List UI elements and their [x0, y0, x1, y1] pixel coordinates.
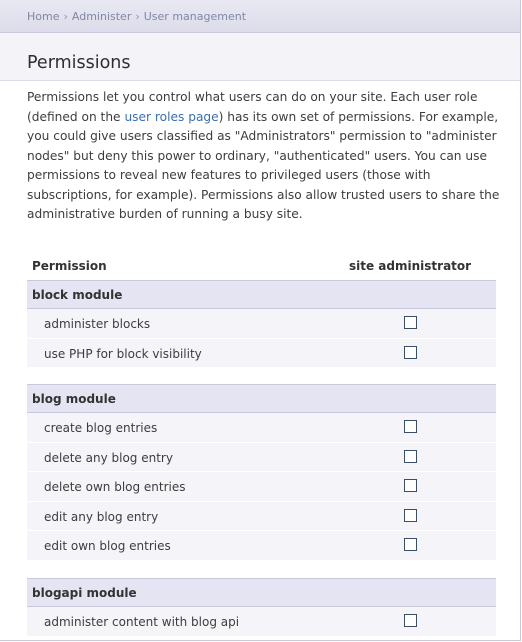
permission-group-blog — [27, 384, 496, 561]
permission-group-block — [27, 280, 496, 368]
permission-label: administer blocks — [44, 317, 151, 331]
permission-row — [27, 502, 496, 532]
permissions-table-header — [27, 259, 496, 275]
group-header: blogapi module — [27, 578, 496, 607]
permission-row — [27, 531, 496, 561]
permission-label: create blog entries — [44, 421, 158, 435]
permission-row — [27, 309, 496, 339]
permission-group-blogapi — [27, 578, 496, 637]
breadcrumb-administer-link[interactable]: Administer — [71, 10, 132, 23]
breadcrumb-home-link[interactable]: Home — [27, 10, 60, 23]
intro-text-part: ) has its own set of permissions. For example, you could give users classified as "Administrators" permission to "administer nodes" but deny this power to ordinary, "authenticated" users. You can use permissions to reveal new features to privileged users (those with subscriptions, for example). Permissions also allow trusted users to share the administrative burden of running a busy site. — [27, 109, 500, 221]
permission-label: delete own blog entries — [44, 480, 186, 494]
permission-row — [27, 413, 496, 443]
permission-checkbox[interactable] — [404, 509, 417, 522]
user-roles-page-link[interactable]: user roles page — [124, 109, 219, 124]
permission-checkbox[interactable] — [404, 450, 417, 463]
permission-label: edit any blog entry — [44, 509, 159, 524]
breadcrumb — [27, 10, 246, 23]
page-title: Permissions — [27, 53, 131, 73]
permission-checkbox[interactable] — [404, 346, 417, 359]
permission-checkbox[interactable] — [404, 614, 417, 627]
intro-text-part: Permissions let you control what users can do on your site. Each user role (defined on the — [27, 90, 478, 124]
breadcrumb-separator: › — [63, 10, 68, 23]
permission-row — [27, 339, 496, 369]
permission-checkbox[interactable] — [404, 316, 417, 329]
permission-label: administer content with blog api — [44, 615, 240, 629]
group-header: blog module — [27, 384, 496, 413]
permission-checkbox[interactable] — [404, 538, 417, 551]
permission-label: use PHP for block visibility — [44, 346, 202, 361]
breadcrumb-separator: › — [135, 10, 140, 23]
permission-row — [27, 472, 496, 502]
permission-label: edit own blog entries — [44, 539, 171, 553]
breadcrumb-user-management-link[interactable]: User management — [143, 10, 247, 23]
group-header: block module — [27, 280, 496, 309]
intro-text — [27, 88, 507, 225]
permission-row — [27, 443, 496, 473]
permission-row — [27, 607, 496, 637]
permission-checkbox[interactable] — [404, 420, 417, 433]
permission-checkbox[interactable] — [404, 479, 417, 492]
permission-label: delete any blog entry — [44, 450, 173, 465]
column-header-site-administrator: site administrator — [349, 259, 472, 273]
column-header-permission: Permission — [32, 259, 107, 273]
